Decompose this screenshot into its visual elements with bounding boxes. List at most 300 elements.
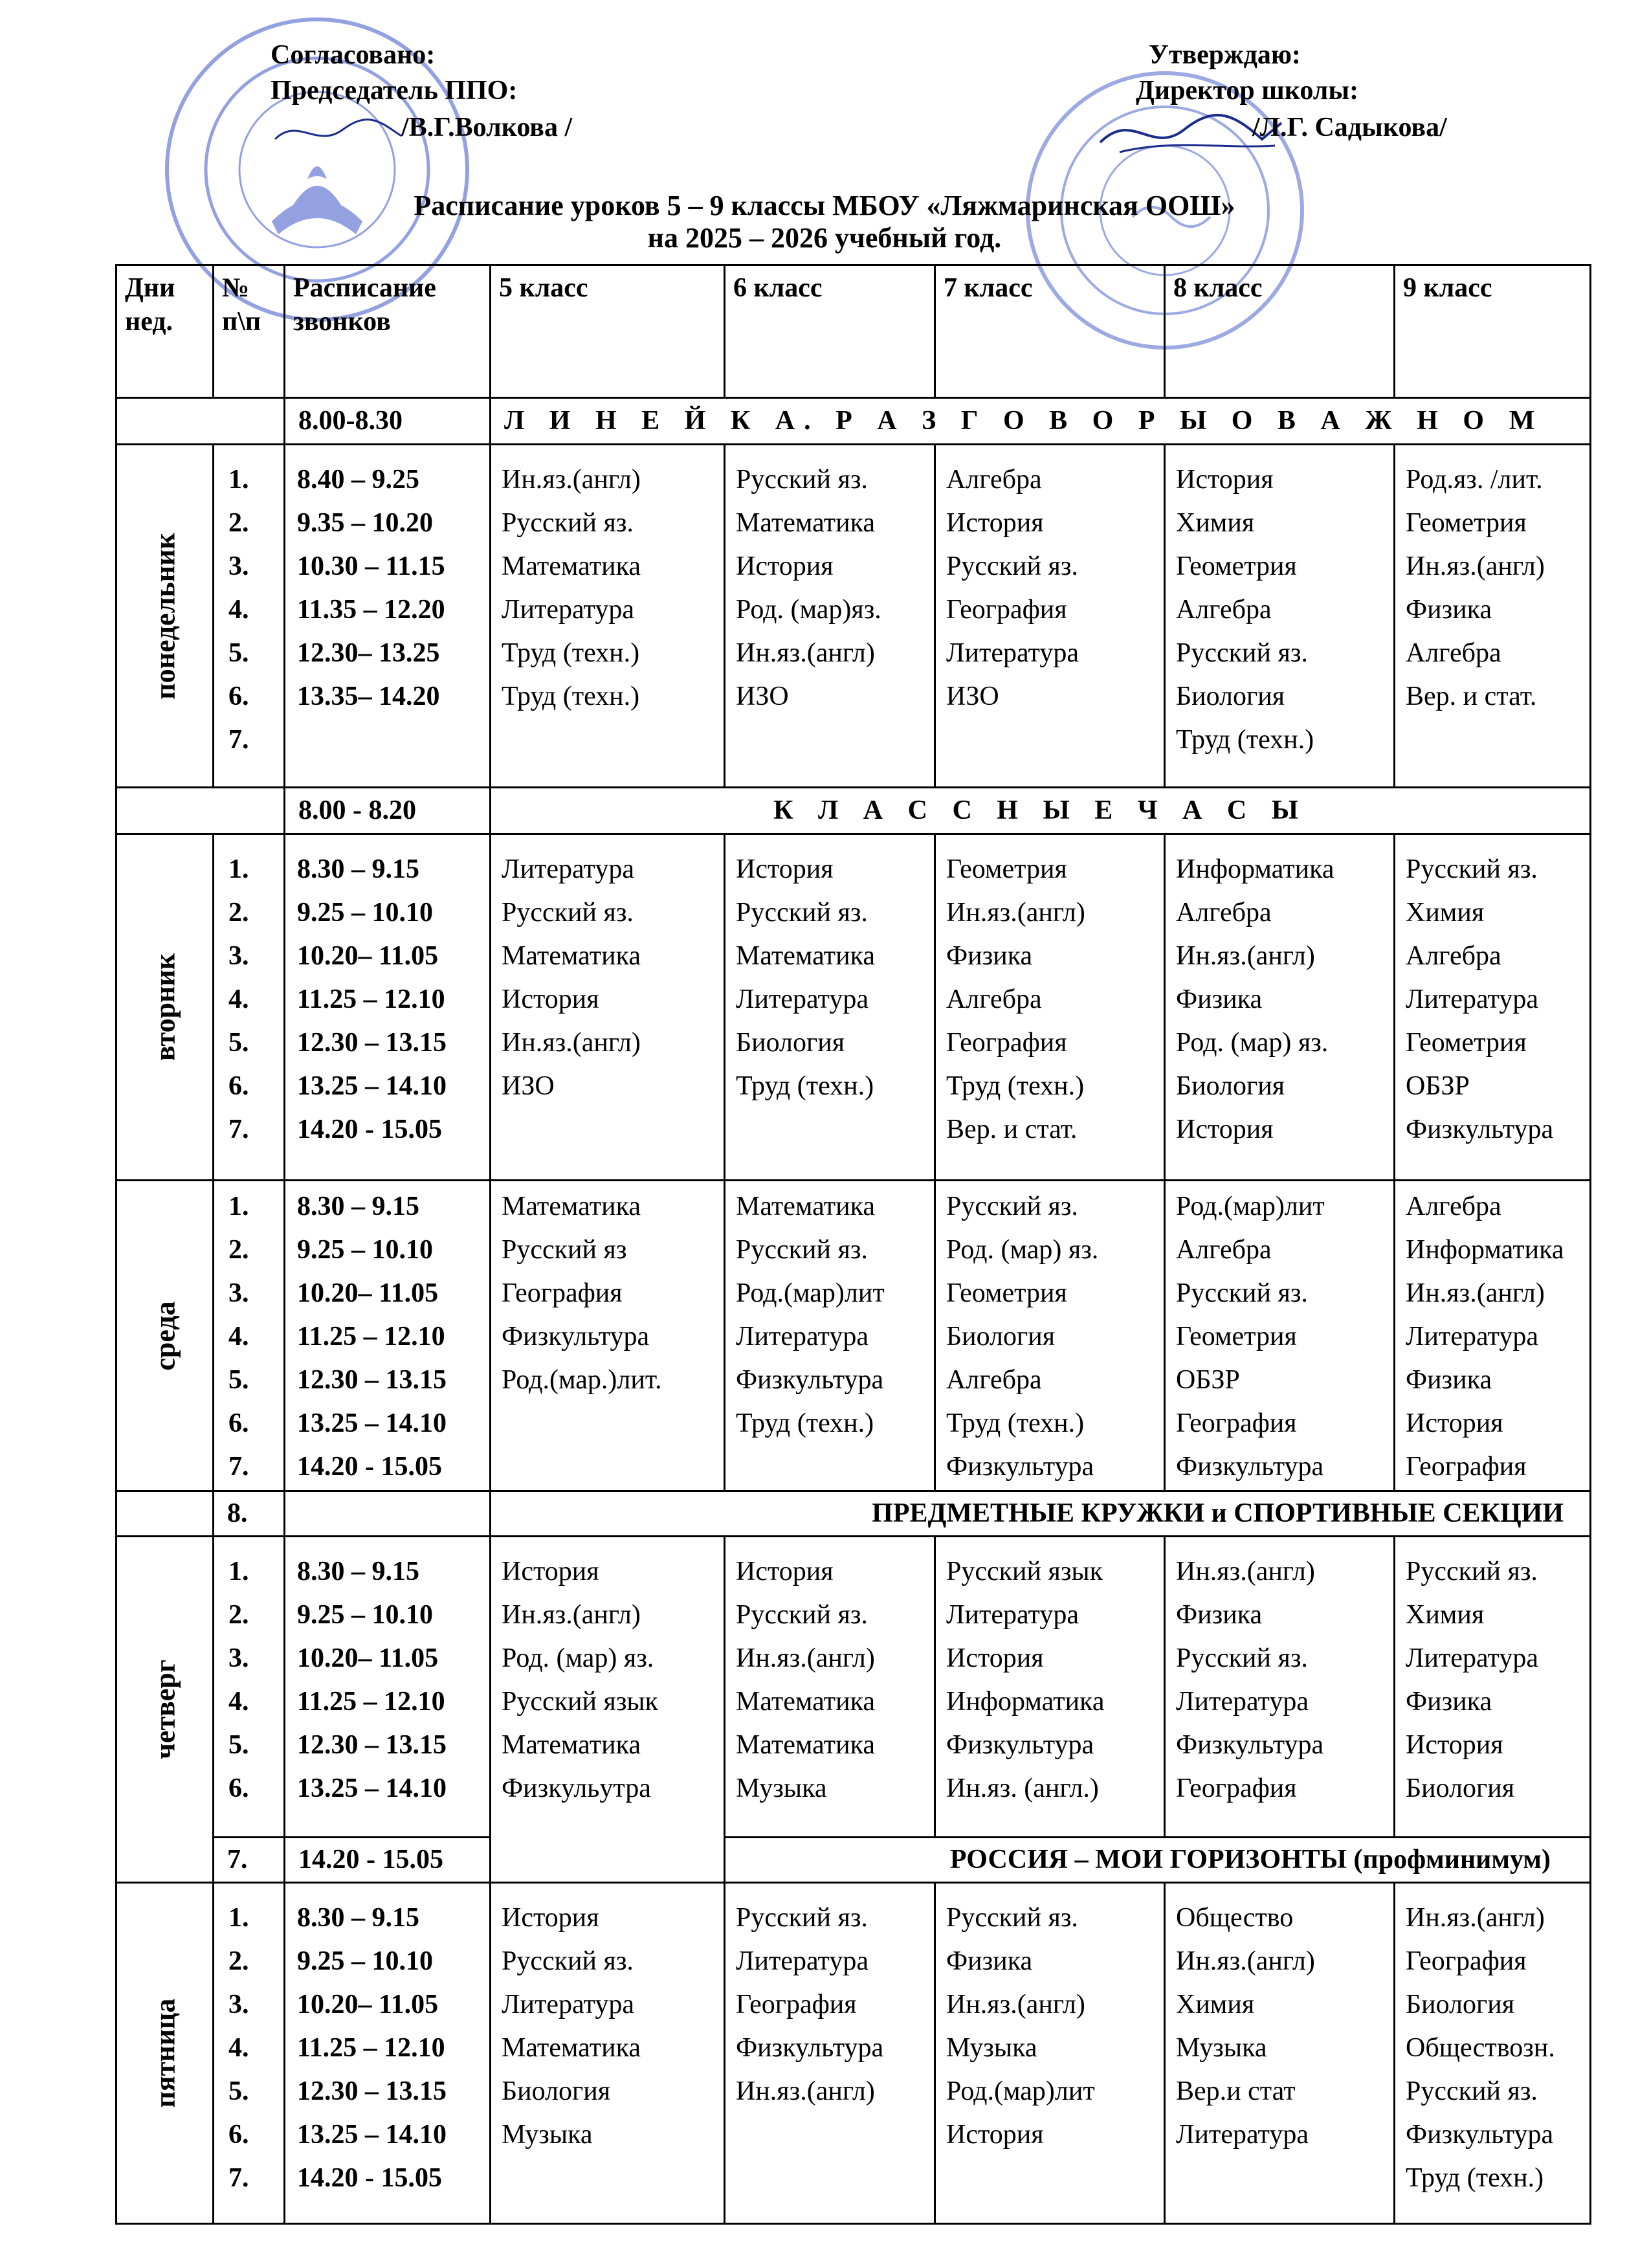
cell-line: 12.30 – 13.15 <box>297 1028 447 1058</box>
agreed-label: Согласовано: <box>271 40 436 70</box>
cell-line: Физика <box>1406 1687 1492 1717</box>
col-bells: Расписание звонков <box>285 265 491 398</box>
cell-line: 5. <box>228 638 249 668</box>
cell-line: Русский яз. <box>1406 2076 1538 2106</box>
cell-line: Вер. и стат. <box>946 1115 1078 1144</box>
cell-line: 1. <box>228 1192 249 1221</box>
cell-line: Русский яз. <box>736 1600 868 1630</box>
career-banner: РОССИЯ – МОИ ГОРИЗОНТЫ (профминимум) <box>725 1838 1591 1883</box>
cell-line: 12.30 – 13.15 <box>297 2076 447 2106</box>
cell-line: Род.(мар)лит <box>736 1278 885 1308</box>
cell-line: Физкультура <box>1176 1730 1324 1760</box>
cell-line: 7. <box>228 1452 249 1482</box>
assembly-time: 8.00-8.30 <box>285 398 491 445</box>
cell-line: Труд (техн.) <box>946 1071 1085 1101</box>
cell-line: 1. <box>228 1557 249 1586</box>
cell-line: ИЗО <box>502 1071 555 1101</box>
cell-line: Литература <box>1176 1687 1309 1717</box>
cell-line: 4. <box>228 1687 249 1717</box>
cell-line: Вер.и стат <box>1176 2076 1296 2106</box>
cell-line: Ин.яз.(англ) <box>502 1028 641 1058</box>
cell-line: Ин.яз.(англ) <box>502 1600 641 1630</box>
cell-line: Ин.яз.(англ) <box>1176 1557 1315 1586</box>
cell-line: Ин.яз.(англ) <box>1406 1278 1545 1308</box>
day-row-tuesday <box>116 834 1591 1181</box>
cell-line: 8.30 – 9.15 <box>297 1903 419 1933</box>
agreed-position: Председатель ППО: <box>271 76 518 106</box>
clubs-lesson-number: 8. <box>214 1491 285 1537</box>
cell-line: 4. <box>228 984 249 1014</box>
col-num: № п\п <box>214 265 285 398</box>
cell-line: 11.35 – 12.20 <box>297 595 445 625</box>
col-class-5: 5 класс <box>491 265 725 398</box>
cell-line: 2. <box>228 898 249 928</box>
cell-line: Русский яз. <box>736 465 868 495</box>
cell-line: Физкультура <box>1406 2120 1554 2150</box>
cell-line: Геометрия <box>1406 508 1527 538</box>
cell-line: Биология <box>736 1028 845 1058</box>
class-9-lessons <box>1395 834 1591 1181</box>
cell-line: Русский яз. <box>946 1903 1078 1933</box>
cell-line: Русский яз. <box>1406 1557 1538 1586</box>
clubs-row <box>116 1491 1591 1537</box>
cell-line: 12.30 – 13.15 <box>297 1365 447 1395</box>
cell-line: Литература <box>736 1322 869 1351</box>
class-hour-time: 8.00 - 8.20 <box>285 788 491 834</box>
cell-line: География <box>1176 1773 1297 1803</box>
cell-line: География <box>1406 1946 1527 1976</box>
cell-line: 11.25 – 12.10 <box>297 984 445 1014</box>
cell-line: 8.40 – 9.25 <box>297 465 419 495</box>
cell-line: Труд (техн.) <box>1406 2163 1544 2193</box>
cell-line: География <box>946 595 1067 625</box>
cell-line: 13.25 – 14.10 <box>297 1071 447 1101</box>
cell-line: Физкультура <box>946 1452 1094 1482</box>
career-lesson-number: 7. <box>214 1838 285 1883</box>
class-6-lessons <box>725 445 935 788</box>
cell-line: Труд (техн.) <box>736 1071 874 1101</box>
cell-line: История <box>1176 465 1274 495</box>
cell-line: 13.35– 14.20 <box>297 682 440 711</box>
cell-line: Физика <box>1176 984 1263 1014</box>
cell-line: Литература <box>1176 2120 1309 2150</box>
cell-line: 2. <box>228 508 249 538</box>
cell-line: Литература <box>1406 1643 1538 1673</box>
cell-line: 5. <box>228 2076 249 2106</box>
cell-line: Физкультура <box>502 1322 650 1351</box>
cell-line: Русский язык <box>946 1557 1103 1586</box>
cell-line: Род. (мар)яз. <box>736 595 881 625</box>
cell-line: Род.(мар)лит <box>946 2076 1095 2106</box>
cell-line: 10.30 – 11.15 <box>297 551 445 581</box>
cell-line: 3. <box>228 1990 249 2019</box>
cell-line: Род. (мар) яз. <box>946 1235 1099 1265</box>
bell-times <box>285 445 491 788</box>
cell-line: Алгебра <box>946 1365 1042 1395</box>
cell-line: 2. <box>228 1946 249 1976</box>
cell-line: Алгебра <box>1406 638 1501 668</box>
cell-line: Труд (техн.) <box>1176 725 1314 755</box>
cell-line: 1. <box>228 465 249 495</box>
class-7-lessons <box>935 834 1165 1181</box>
cell-line: 9.25 – 10.10 <box>297 1946 433 1976</box>
cell-line: 9.35 – 10.20 <box>297 508 433 538</box>
col-class-9: 9 класс <box>1395 265 1591 398</box>
class-8-lessons <box>1165 1883 1395 2224</box>
cell-line: Математика <box>736 1192 875 1221</box>
cell-line: Русский яз. <box>1406 854 1538 884</box>
cell-line: Ин.яз.(англ) <box>946 898 1085 928</box>
cell-line: 9.25 – 10.10 <box>297 1600 433 1630</box>
cell-line: Математика <box>736 1687 875 1717</box>
cell-line: Русский яз. <box>736 898 868 928</box>
cell-line: Химия <box>1176 1990 1255 2019</box>
cell-line: Русский яз. <box>502 898 634 928</box>
cell-line: Труд (техн.) <box>736 1408 874 1438</box>
cell-line: Геометрия <box>1406 1028 1527 1058</box>
assembly-banner: Л И Н Е Й К А. Р А З Г О В О Р Ы О В А Ж Н О М <box>491 398 1591 445</box>
class-7-lessons <box>935 445 1165 788</box>
cell-line: Ин.яз.(англ) <box>502 465 641 495</box>
cell-line: 6. <box>228 682 249 711</box>
cell-line: История <box>946 508 1044 538</box>
cell-line: 13.25 – 14.10 <box>297 1408 447 1438</box>
cell-line: 9.25 – 10.10 <box>297 898 433 928</box>
cell-line: История <box>502 1557 599 1586</box>
cell-line: Биология <box>1176 682 1285 711</box>
cell-line: Ин.яз.(англ) <box>946 1990 1085 2019</box>
cell-line: Литература <box>736 984 869 1014</box>
cell-line: Математика <box>502 941 641 971</box>
cell-line: 12.30– 13.25 <box>297 638 440 668</box>
class-9-lessons <box>1395 1537 1591 1838</box>
cell-line: История <box>736 551 834 581</box>
class-8-lessons <box>1165 1181 1395 1491</box>
cell-line: 3. <box>228 551 249 581</box>
cell-line: География <box>946 1028 1067 1058</box>
cell-line: Русский яз. <box>736 1235 868 1265</box>
col-class-6: 6 класс <box>725 265 935 398</box>
cell-line: 10.20– 11.05 <box>297 1990 439 2019</box>
class-9-lessons <box>1395 1883 1591 2224</box>
cell-line: 10.20– 11.05 <box>297 1278 439 1308</box>
schedule-table <box>115 264 1591 2225</box>
cell-line: 9.25 – 10.10 <box>297 1235 433 1265</box>
career-time: 14.20 - 15.05 <box>285 1838 491 1883</box>
cell-line: Биология <box>946 1322 1056 1351</box>
class-5-lessons <box>491 1181 725 1491</box>
day-row-wednesday <box>116 1181 1591 1491</box>
cell-line: Алгебра <box>1176 1235 1272 1265</box>
cell-line: Труд (техн.) <box>946 1408 1085 1438</box>
cell-line: 2. <box>228 1600 249 1630</box>
cell-line: Ин.яз.(англ) <box>1406 1903 1545 1933</box>
schedule-title: Расписание уроков 5 – 9 классы МБОУ «Ляжмаринская ООШ» <box>414 190 1235 221</box>
cell-line: ОБЗР <box>1406 1071 1470 1101</box>
cell-line: Химия <box>1406 1600 1485 1630</box>
class-6-lessons <box>725 1181 935 1491</box>
cell-line: 13.25 – 14.10 <box>297 2120 447 2150</box>
cell-line: 1. <box>228 854 249 884</box>
approve-name: /Л.Г. Садыкова/ <box>1252 113 1447 142</box>
class-6-lessons <box>725 834 935 1181</box>
cell-line: Род.(мар.)лит. <box>502 1365 662 1395</box>
class-5-lessons <box>491 1883 725 2224</box>
day-tuesday: вторник <box>116 834 214 1181</box>
class-9-lessons <box>1395 1181 1591 1491</box>
cell-line: Русский яз <box>502 1235 627 1265</box>
cell-line: 8.30 – 9.15 <box>297 854 419 884</box>
cell-line: Музыка <box>946 2033 1037 2063</box>
cell-line: 3. <box>228 1643 249 1673</box>
bell-times <box>285 1181 491 1491</box>
cell-line: 7. <box>228 2163 249 2193</box>
cell-line: Физика <box>1176 1600 1263 1630</box>
day-monday: понедельник <box>116 445 214 788</box>
cell-line: История <box>736 1557 834 1586</box>
cell-line: Математика <box>736 508 875 538</box>
cell-line: Русский яз. <box>1176 1278 1308 1308</box>
cell-line: Физкультура <box>736 1365 884 1395</box>
cell-line: Геометрия <box>1176 551 1297 581</box>
cell-line: 2. <box>228 1235 249 1265</box>
union-chair-signature-icon <box>272 113 408 152</box>
cell-line: Ин.яз.(англ) <box>736 2076 875 2106</box>
cell-line: Род.яз. /лит. <box>1406 465 1543 495</box>
day-row-friday <box>116 1883 1591 2224</box>
cell-line: Геометрия <box>946 1278 1067 1308</box>
cell-line: 7. <box>228 1115 249 1144</box>
cell-line: 10.20– 11.05 <box>297 941 439 971</box>
cell-line: Алгебра <box>946 465 1042 495</box>
cell-line: Русский яз. <box>1176 1643 1308 1673</box>
cell-line: Ин.яз.(англ) <box>1176 1946 1315 1976</box>
cell-line: Физкультура <box>1176 1452 1324 1482</box>
cell-line: География <box>1176 1408 1297 1438</box>
cell-line: Русский яз. <box>946 551 1078 581</box>
class-7-lessons <box>935 1181 1165 1491</box>
class-7-lessons <box>935 1883 1165 2224</box>
cell-line: Математика <box>502 2033 641 2063</box>
cell-line: История <box>736 854 834 884</box>
cell-line: 13.25 – 14.10 <box>297 1773 447 1803</box>
cell-line: Род.(мар)лит <box>1176 1192 1325 1221</box>
cell-line: Биология <box>1406 1990 1515 2019</box>
cell-line: История <box>502 1903 599 1933</box>
agreed-name: /В.Г.Волкова / <box>401 113 573 142</box>
cell-line: Литература <box>502 854 634 884</box>
cell-line: Литература <box>502 595 634 625</box>
cell-line: Физика <box>946 1946 1033 1976</box>
bell-times <box>285 1537 491 1838</box>
cell-line: Математика <box>736 941 875 971</box>
cell-line: Русский яз. <box>502 508 634 538</box>
cell-line: Физкультура <box>946 1730 1094 1760</box>
cell-line: История <box>946 2120 1044 2150</box>
monday-assembly-row <box>116 398 1591 445</box>
cell-line: Химия <box>1176 508 1255 538</box>
cell-line: 6. <box>228 1408 249 1438</box>
cell-line: История <box>946 1643 1044 1673</box>
cell-line: Информатика <box>1176 854 1334 884</box>
cell-line: 14.20 - 15.05 <box>297 1452 442 1482</box>
class-5-lessons <box>491 834 725 1181</box>
schedule-subtitle: на 2025 – 2026 учебный год. <box>647 222 1002 254</box>
class-7-lessons <box>935 1537 1165 1838</box>
cell-line: Физкульутра <box>502 1773 651 1803</box>
cell-line: Русский яз. <box>946 1192 1078 1221</box>
day-row-monday <box>116 445 1591 788</box>
cell-line: 14.20 - 15.05 <box>297 2163 442 2193</box>
lesson-numbers <box>214 445 285 788</box>
bell-times <box>285 834 491 1181</box>
cell-line: Ин.яз.(англ) <box>736 1643 875 1673</box>
cell-line: 4. <box>228 1322 249 1351</box>
cell-line: ОБЗР <box>1176 1365 1240 1395</box>
cell-line: Физика <box>1406 1365 1492 1395</box>
cell-line: Физика <box>1406 595 1492 625</box>
career-guidance-row <box>116 1838 1591 1883</box>
cell-line: Общество <box>1176 1903 1294 1933</box>
cell-line: Алгебра <box>1406 1192 1501 1221</box>
cell-line: Русский яз. <box>1176 638 1308 668</box>
cell-line: Музыка <box>1176 2033 1267 2063</box>
col-class-8: 8 класс <box>1165 265 1395 398</box>
clubs-banner: ПРЕДМЕТНЫЕ КРУЖКИ и СПОРТИВНЫЕ СЕКЦИИ <box>491 1491 1591 1537</box>
col-class-7: 7 класс <box>935 265 1165 398</box>
header-row <box>116 265 1591 398</box>
cell-line: Род. (мар) яз. <box>1176 1028 1329 1058</box>
cell-line: Русский яз. <box>502 1946 634 1976</box>
cell-line: ИЗО <box>946 682 999 711</box>
cell-line: География <box>736 1990 857 2019</box>
class-8-lessons <box>1165 834 1395 1181</box>
cell-line: История <box>1176 1115 1274 1144</box>
cell-line: Музыка <box>502 2120 593 2150</box>
cell-line: 11.25 – 12.10 <box>297 2033 445 2063</box>
cell-line: Физика <box>946 941 1033 971</box>
cell-line: 11.25 – 12.10 <box>297 1322 445 1351</box>
cell-line: 4. <box>228 595 249 625</box>
cell-line: 6. <box>228 2120 249 2150</box>
cell-line: Математика <box>502 1192 641 1221</box>
lesson-numbers <box>214 1181 285 1491</box>
cell-line: Физкультура <box>736 2033 884 2063</box>
lesson-numbers <box>214 1883 285 2224</box>
cell-line: Русский яз. <box>736 1903 868 1933</box>
day-friday: пятница <box>116 1883 214 2224</box>
cell-line: 6. <box>228 1773 249 1803</box>
cell-line: Биология <box>1176 1071 1285 1101</box>
cell-line: ИЗО <box>736 682 789 711</box>
cell-line: Литература <box>502 1990 634 2019</box>
cell-line: 7. <box>228 725 249 755</box>
cell-line: Математика <box>736 1730 875 1760</box>
cell-line: 10.20– 11.05 <box>297 1643 439 1673</box>
cell-line: Физкультура <box>1406 1115 1554 1144</box>
class-5-lessons <box>491 1537 725 1883</box>
cell-line: 5. <box>228 1730 249 1760</box>
cell-line: 3. <box>228 941 249 971</box>
approve-label: Утверждаю: <box>1149 40 1301 70</box>
cell-line: Геометрия <box>1176 1322 1297 1351</box>
approve-position: Директор школы: <box>1136 76 1359 106</box>
cell-line: Литература <box>946 638 1079 668</box>
cell-line: География <box>502 1278 623 1308</box>
cell-line: Ин.яз.(англ) <box>1176 941 1315 971</box>
class-6-lessons <box>725 1883 935 2224</box>
cell-line: Литература <box>1406 1322 1538 1351</box>
cell-line: Химия <box>1406 898 1485 928</box>
cell-line: 1. <box>228 1903 249 1933</box>
cell-line: Математика <box>502 551 641 581</box>
class-hour-banner: К Л А С С Н Ы Е Ч А С Ы <box>491 788 1591 834</box>
class-8-lessons <box>1165 445 1395 788</box>
cell-line: 14.20 - 15.05 <box>297 1115 442 1144</box>
cell-line: 12.30 – 13.15 <box>297 1730 447 1760</box>
cell-line: История <box>1406 1408 1503 1438</box>
cell-line: 11.25 – 12.10 <box>297 1687 445 1717</box>
lesson-numbers <box>214 834 285 1181</box>
cell-line: Музыка <box>736 1773 827 1803</box>
cell-line: География <box>1406 1452 1527 1482</box>
cell-line: Биология <box>502 2076 611 2106</box>
col-day: Дни нед. <box>116 265 214 398</box>
cell-line: Ин.яз. (англ.) <box>946 1773 1099 1803</box>
cell-line: Алгебра <box>1176 595 1272 625</box>
cell-line: 6. <box>228 1071 249 1101</box>
cell-line: Обществозн. <box>1406 2033 1555 2063</box>
cell-line: Алгебра <box>1176 898 1272 928</box>
cell-line: Информатика <box>946 1687 1105 1717</box>
cell-line: Труд (техн.) <box>502 682 640 711</box>
cell-line: 5. <box>228 1365 249 1395</box>
cell-line: Алгебра <box>1406 941 1501 971</box>
cell-line: История <box>1406 1730 1503 1760</box>
cell-line: Вер. и стат. <box>1406 682 1537 711</box>
cell-line: Род. (мар) яз. <box>502 1643 654 1673</box>
cell-line: Геометрия <box>946 854 1067 884</box>
cell-line: Математика <box>502 1730 641 1760</box>
class-9-lessons <box>1395 445 1591 788</box>
cell-line: 4. <box>228 2033 249 2063</box>
cell-line: Русский язык <box>502 1687 659 1717</box>
day-row-thursday <box>116 1537 1591 1838</box>
class-6-lessons <box>725 1537 935 1838</box>
cell-line: Ин.яз.(англ) <box>1406 551 1545 581</box>
tuesday-class-hour-row <box>116 788 1591 834</box>
class-8-lessons <box>1165 1537 1395 1838</box>
class-5-lessons <box>491 445 725 788</box>
bell-times <box>285 1883 491 2224</box>
day-thursday: четверг <box>116 1537 214 1883</box>
cell-line: 8.30 – 9.15 <box>297 1192 419 1221</box>
cell-line: 5. <box>228 1028 249 1058</box>
cell-line: Литература <box>1406 984 1538 1014</box>
cell-line: Труд (техн.) <box>502 638 640 668</box>
lesson-numbers <box>214 1537 285 1838</box>
cell-line: Информатика <box>1406 1235 1564 1265</box>
cell-line: Ин.яз.(англ) <box>736 638 875 668</box>
cell-line: Алгебра <box>946 984 1042 1014</box>
day-wednesday: среда <box>116 1181 214 1491</box>
cell-line: Литература <box>946 1600 1079 1630</box>
cell-line: Биология <box>1406 1773 1515 1803</box>
cell-line: 3. <box>228 1278 249 1308</box>
cell-line: История <box>502 984 599 1014</box>
cell-line: 8.30 – 9.15 <box>297 1557 419 1586</box>
cell-line: Литература <box>736 1946 869 1976</box>
